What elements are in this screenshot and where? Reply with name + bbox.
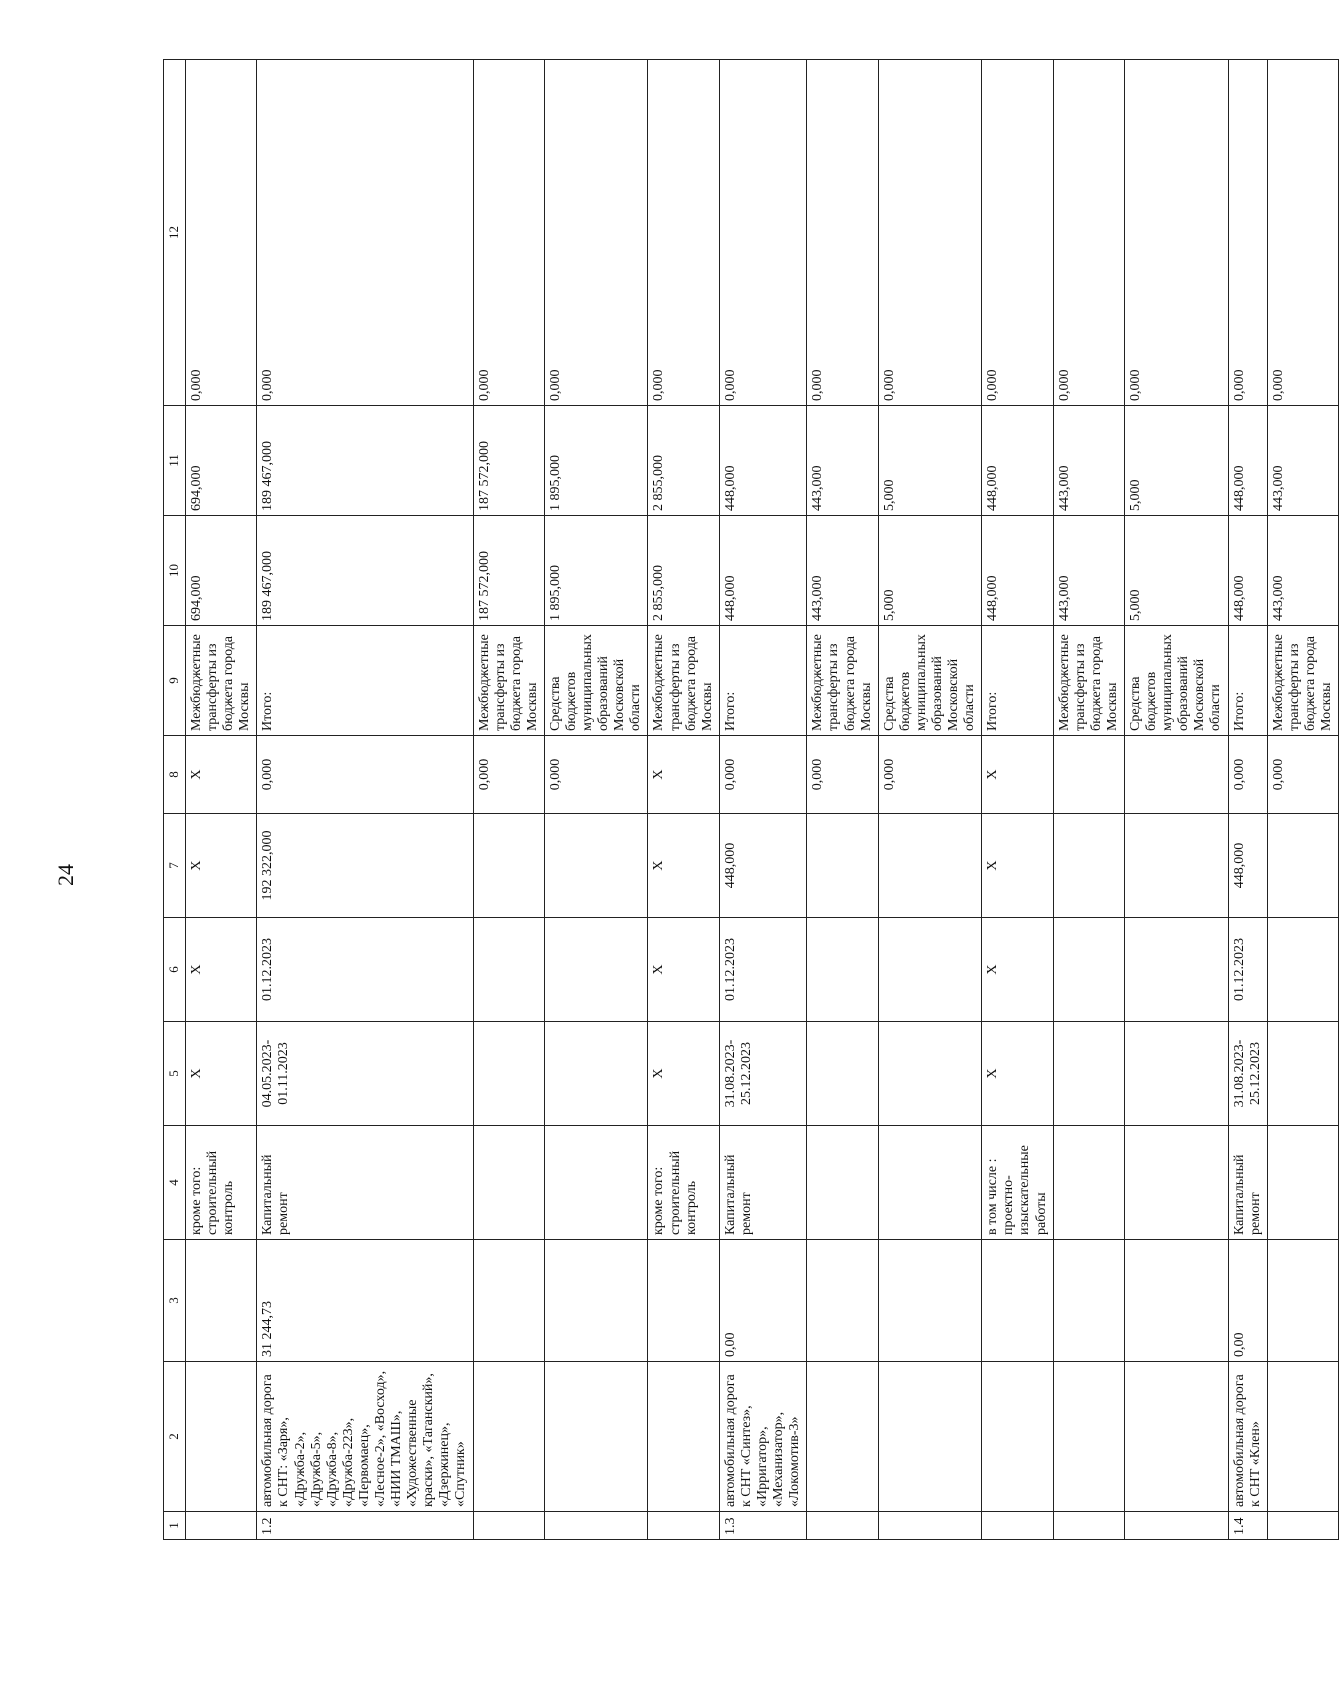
financing-total-cell: 448,000	[982, 516, 1053, 626]
cost-prior-cell: 0,000	[878, 736, 982, 814]
row-number-cell	[1267, 1512, 1338, 1540]
power-value-cell	[473, 1240, 544, 1362]
row-number-cell: 1.3	[719, 1512, 806, 1540]
object-name-cell	[1053, 1362, 1124, 1512]
financing-year-cell: 443,000	[1053, 406, 1124, 516]
commission-date-cell	[544, 918, 648, 1022]
cost-total-cell: 192 322,000	[257, 814, 473, 918]
cost-total-cell	[878, 814, 982, 918]
funding-source-cell: Средства бюджетов муниципальных образований Московской области	[1125, 626, 1229, 736]
table-row	[185, 60, 256, 1540]
work-type-cell	[1125, 1126, 1229, 1240]
page-number: 24	[53, 864, 78, 886]
row-number-cell: 1.2	[257, 1512, 473, 1540]
commission-date-cell: 01.12.2023	[257, 918, 473, 1022]
object-name-cell: автомобильная дорога к СНТ: «Заря», «Дружба-2», «Дружба-5», «Дружба-8», «Дружба-223», «Первомаец», «Лесное-2», «Восход», «НИИ ТМАШ», «Художественные краски», «Таганский», «Дзержинец», «Спутник»	[257, 1362, 473, 1512]
financing-next-cell: 0,000	[1267, 60, 1338, 406]
cost-prior-cell: 0,000	[544, 736, 648, 814]
funding-source-cell: Итого:	[1228, 626, 1267, 736]
financing-next-cell: 0,000	[807, 60, 878, 406]
financing-year-cell: 443,000	[1267, 406, 1338, 516]
header-cell: 9	[164, 626, 186, 736]
financing-year-cell: 189 467,000	[257, 406, 473, 516]
object-name-cell: автомобильная дорога к СНТ «Клен»	[1228, 1362, 1267, 1512]
object-name-cell	[878, 1362, 982, 1512]
cost-prior-cell: 0,000	[719, 736, 806, 814]
header-cell: 10	[164, 516, 186, 626]
cost-total-cell: 448,000	[719, 814, 806, 918]
work-period-cell	[1053, 1022, 1124, 1126]
cost-prior-cell	[1053, 736, 1124, 814]
work-type-cell	[1053, 1126, 1124, 1240]
work-type-cell	[807, 1126, 878, 1240]
funding-source-cell: Итого:	[719, 626, 806, 736]
financing-total-cell: 189 467,000	[257, 516, 473, 626]
work-period-cell: X	[648, 1022, 719, 1126]
budget-table	[163, 59, 1339, 1540]
object-name-cell	[473, 1362, 544, 1512]
financing-year-cell: 187 572,000	[473, 406, 544, 516]
commission-date-cell: X	[185, 918, 256, 1022]
header-cell: 7	[164, 814, 186, 918]
row-number-cell	[648, 1512, 719, 1540]
work-type-cell	[878, 1126, 982, 1240]
table-row	[1053, 60, 1124, 1540]
power-value-cell	[1125, 1240, 1229, 1362]
funding-source-cell: Межбюджетные трансферты из бюджета города Москвы	[1053, 626, 1124, 736]
work-period-cell	[473, 1022, 544, 1126]
financing-next-cell: 0,000	[982, 60, 1053, 406]
financing-next-cell: 0,000	[878, 60, 982, 406]
financing-next-cell: 0,000	[719, 60, 806, 406]
work-type-cell	[1267, 1126, 1338, 1240]
power-value-cell: 0,00	[719, 1240, 806, 1362]
commission-date-cell	[473, 918, 544, 1022]
work-period-cell	[544, 1022, 648, 1126]
commission-date-cell: 01.12.2023	[1228, 918, 1267, 1022]
cost-prior-cell: 0,000	[257, 736, 473, 814]
object-name-cell	[1125, 1362, 1229, 1512]
financing-total-cell: 448,000	[719, 516, 806, 626]
row-number-cell	[1125, 1512, 1229, 1540]
header-cell: 12	[164, 60, 186, 406]
table-row	[544, 60, 648, 1540]
object-name-cell	[982, 1362, 1053, 1512]
object-name-cell: автомобильная дорога к СНТ «Синтез», «Ирригатор», «Механизатор», «Локомотив-3»	[719, 1362, 806, 1512]
cost-total-cell	[1267, 814, 1338, 918]
row-number-cell	[185, 1512, 256, 1540]
work-period-cell: X	[185, 1022, 256, 1126]
funding-source-cell: Итого:	[982, 626, 1053, 736]
financing-total-cell: 443,000	[807, 516, 878, 626]
cost-total-cell	[473, 814, 544, 918]
work-type-cell: Капитальный ремонт	[257, 1126, 473, 1240]
power-value-cell	[982, 1240, 1053, 1362]
header-cell: 4	[164, 1126, 186, 1240]
object-name-cell	[1267, 1362, 1338, 1512]
financing-year-cell: 443,000	[807, 406, 878, 516]
work-period-cell	[1125, 1022, 1229, 1126]
row-number-cell	[982, 1512, 1053, 1540]
power-value-cell	[1267, 1240, 1338, 1362]
power-value-cell	[544, 1240, 648, 1362]
object-name-cell	[544, 1362, 648, 1512]
financing-next-cell: 0,000	[257, 60, 473, 406]
commission-date-cell: X	[648, 918, 719, 1022]
cost-prior-cell: X	[185, 736, 256, 814]
funding-source-cell: Средства бюджетов муниципальных образований Московской области	[544, 626, 648, 736]
header-cell: 11	[164, 406, 186, 516]
cost-total-cell	[1125, 814, 1229, 918]
work-period-cell: 04.05.2023-01.11.2023	[257, 1022, 473, 1126]
financing-year-cell: 448,000	[982, 406, 1053, 516]
financing-year-cell: 5,000	[1125, 406, 1229, 516]
cost-prior-cell: 0,000	[807, 736, 878, 814]
work-type-cell: Капитальный ремонт	[719, 1126, 806, 1240]
object-name-cell	[185, 1362, 256, 1512]
work-type-cell	[473, 1126, 544, 1240]
cost-total-cell	[1053, 814, 1124, 918]
funding-source-cell: Межбюджетные трансферты из бюджета города Москвы	[648, 626, 719, 736]
commission-date-cell: X	[982, 918, 1053, 1022]
cost-prior-cell: 0,000	[1267, 736, 1338, 814]
power-value-cell	[1053, 1240, 1124, 1362]
cost-total-cell: X	[185, 814, 256, 918]
power-value-cell	[648, 1240, 719, 1362]
work-period-cell: X	[982, 1022, 1053, 1126]
work-type-cell: Капитальный ремонт	[1228, 1126, 1267, 1240]
header-row	[164, 60, 186, 1540]
work-period-cell: 31.08.2023-25.12.2023	[719, 1022, 806, 1126]
funding-source-cell: Межбюджетные трансферты из бюджета города Москвы	[185, 626, 256, 736]
commission-date-cell	[878, 918, 982, 1022]
financing-total-cell: 448,000	[1228, 516, 1267, 626]
table-row	[473, 60, 544, 1540]
financing-year-cell: 1 895,000	[544, 406, 648, 516]
commission-date-cell	[1267, 918, 1338, 1022]
cost-prior-cell	[1125, 736, 1229, 814]
commission-date-cell	[807, 918, 878, 1022]
financing-next-cell: 0,000	[1125, 60, 1229, 406]
commission-date-cell: 01.12.2023	[719, 918, 806, 1022]
header-cell: 5	[164, 1022, 186, 1126]
work-period-cell: 31.08.2023-25.12.2023	[1228, 1022, 1267, 1126]
row-number-cell	[807, 1512, 878, 1540]
cost-total-cell	[807, 814, 878, 918]
funding-source-cell: Межбюджетные трансферты из бюджета города Москвы	[473, 626, 544, 736]
financing-total-cell: 5,000	[878, 516, 982, 626]
table-row	[648, 60, 719, 1540]
financing-total-cell: 187 572,000	[473, 516, 544, 626]
table-body	[185, 60, 1338, 1540]
cost-prior-cell: X	[982, 736, 1053, 814]
row-number-cell: 1.4	[1228, 1512, 1267, 1540]
cost-prior-cell: X	[648, 736, 719, 814]
cost-prior-cell: 0,000	[473, 736, 544, 814]
header-cell: 8	[164, 736, 186, 814]
power-value-cell	[807, 1240, 878, 1362]
header-cell: 2	[164, 1362, 186, 1512]
table-row	[257, 60, 473, 1540]
funding-source-cell: Межбюджетные трансферты из бюджета города Москвы	[807, 626, 878, 736]
row-number-cell	[1053, 1512, 1124, 1540]
financing-total-cell: 2 855,000	[648, 516, 719, 626]
financing-year-cell: 2 855,000	[648, 406, 719, 516]
financing-year-cell: 694,000	[185, 406, 256, 516]
table-row	[719, 60, 806, 1540]
work-type-cell	[544, 1126, 648, 1240]
work-period-cell	[878, 1022, 982, 1126]
cost-total-cell: X	[648, 814, 719, 918]
funding-source-cell: Средства бюджетов муниципальных образований Московской области	[878, 626, 982, 736]
table-row	[1267, 60, 1338, 1540]
financing-year-cell: 5,000	[878, 406, 982, 516]
financing-next-cell: 0,000	[648, 60, 719, 406]
cost-prior-cell: 0,000	[1228, 736, 1267, 814]
cost-total-cell: 448,000	[1228, 814, 1267, 918]
object-name-cell	[807, 1362, 878, 1512]
header-cell: 3	[164, 1240, 186, 1362]
work-period-cell	[1267, 1022, 1338, 1126]
power-value-cell: 31 244,73	[257, 1240, 473, 1362]
financing-total-cell: 5,000	[1125, 516, 1229, 626]
financing-total-cell: 694,000	[185, 516, 256, 626]
power-value-cell	[185, 1240, 256, 1362]
table-row	[982, 60, 1053, 1540]
commission-date-cell	[1053, 918, 1124, 1022]
financing-next-cell: 0,000	[544, 60, 648, 406]
object-name-cell	[648, 1362, 719, 1512]
work-type-cell: кроме того: строительный контроль	[185, 1126, 256, 1240]
funding-source-cell: Итого:	[257, 626, 473, 736]
funding-source-cell: Межбюджетные трансферты из бюджета города Москвы	[1267, 626, 1338, 736]
financing-next-cell: 0,000	[473, 60, 544, 406]
row-number-cell	[473, 1512, 544, 1540]
row-number-cell	[878, 1512, 982, 1540]
table-row	[807, 60, 878, 1540]
power-value-cell	[878, 1240, 982, 1362]
financing-next-cell: 0,000	[185, 60, 256, 406]
work-type-cell: в том числе : проектно-изыскательные работы	[982, 1126, 1053, 1240]
commission-date-cell	[1125, 918, 1229, 1022]
financing-next-cell: 0,000	[1053, 60, 1124, 406]
work-type-cell: кроме того: строительный контроль	[648, 1126, 719, 1240]
financing-year-cell: 448,000	[1228, 406, 1267, 516]
cost-total-cell: X	[982, 814, 1053, 918]
table-row	[1228, 60, 1267, 1540]
row-number-cell	[544, 1512, 648, 1540]
financing-year-cell: 448,000	[719, 406, 806, 516]
header-cell: 6	[164, 918, 186, 1022]
table-row	[1125, 60, 1229, 1540]
cost-total-cell	[544, 814, 648, 918]
rotated-table-wrapper	[163, 60, 1335, 1540]
financing-total-cell: 1 895,000	[544, 516, 648, 626]
financing-total-cell: 443,000	[1053, 516, 1124, 626]
financing-total-cell: 443,000	[1267, 516, 1338, 626]
work-period-cell	[807, 1022, 878, 1126]
power-value-cell: 0,00	[1228, 1240, 1267, 1362]
header-cell: 1	[164, 1512, 186, 1540]
table-row	[878, 60, 982, 1540]
financing-next-cell: 0,000	[1228, 60, 1267, 406]
